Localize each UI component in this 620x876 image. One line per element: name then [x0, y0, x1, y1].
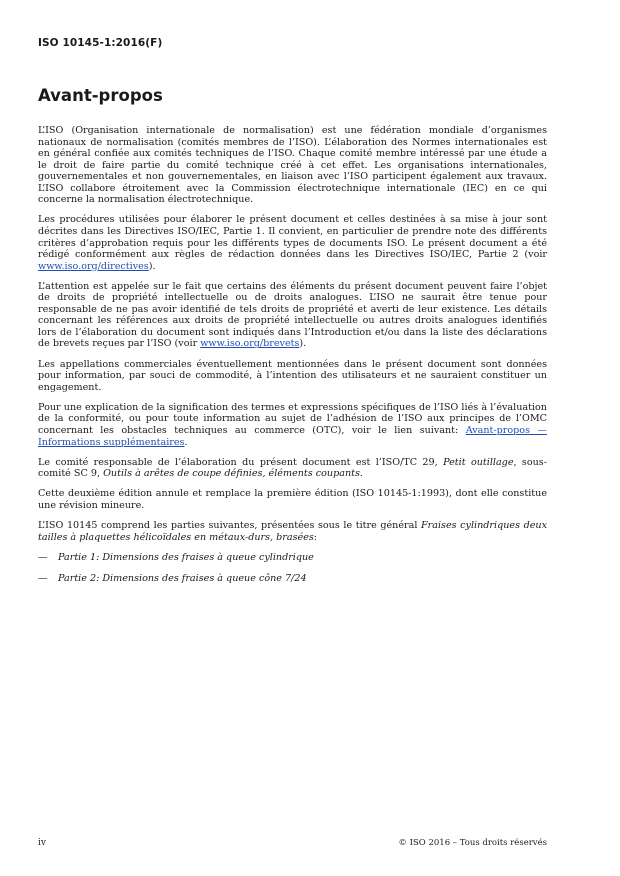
foreword-body	[38, 125, 547, 595]
general-title-italic: Fraises cylindriques deux tailles à plaquettes hélicoïdales en métaux-durs, brasées	[38, 520, 547, 543]
directives-link[interactable]: www.iso.org/directives	[38, 260, 149, 272]
paragraph-edition: Cette deuxième édition annule et remplace la première édition (ISO 10145-1:1993), dont elle constitue une révision mineure.	[38, 488, 547, 511]
patents-link[interactable]: www.iso.org/brevets	[200, 338, 300, 350]
paragraph-text: Le comité responsable de l’élaboration du présent document est l’ISO/TC 29,	[38, 456, 444, 468]
paragraph-end: :	[313, 531, 318, 543]
document-identifier: ISO 10145-1:2016(F)	[38, 37, 163, 49]
committee-title-italic: Petit outillage	[443, 456, 514, 468]
paragraph-parts-intro	[38, 520, 547, 543]
paragraph-text: L’attention est appelée sur le fait que certains des éléments du présent document peuvent faire l’objet de droits de propriété intellectuelle ou de droits analogues. L’ISO ne saurait être tenue pour responsable de ne pas avoir identifié de tels droits de propriété et averti de leur existence. Les détails concernant les références aux droits de propriété intellectuelle ou autres droits analogues identifiés lors de l’élaboration du document sont indiqués dans l’Introduction et/ou dans la liste des déclarations de brevets reçues par l’ISO (voir	[38, 280, 547, 350]
paragraph-iso-organisation: L’ISO (Organisation internationale de normalisation) est une fédération mondiale d’organismes nationaux de normalisation (comités membres de l’ISO). L’élaboration des Normes internationales est en général confiée aux comités techniques de l’ISO. Chaque comité membre intéressé par une étude a le droit de faire partie du comité technique créé à cet effet. Les organisations internationales, gouvernementales et non gouvernementales, en liaison avec l’ISO participent également aux travaux. L’ISO collabore étroitement avec la Commission électrotechnique internationale (IEC) en ce qui concerne la normalisation électrotechnique.	[38, 125, 547, 206]
dash-mark: —	[38, 573, 48, 585]
dash-mark: —	[38, 551, 48, 563]
section-title: Avant-propos	[38, 86, 163, 105]
subcommittee-title-italic: Outils à arêtes de coupe définies, éléments coupants	[103, 468, 360, 480]
paragraph-text: Les procédures utilisées pour élaborer le présent document et celles destinées à sa mise à jour sont décrites dans les Directives ISO/IEC, Partie 1. Il convient, en particulier de prendre note des différents critères d’approbation requis pour les différents types de documents ISO. Le présent document a été rédigé conformément aux règles de rédaction données dans les Directives ISO/IEC, Partie 2 (voir	[38, 214, 547, 261]
list-item	[38, 552, 547, 564]
page-number: iv	[38, 838, 46, 848]
paragraph-text: Pour une explication de la signification des termes et expressions spécifiques de l’ISO liés à l’évaluation de la conformité, ou pour toute information au sujet de l’adhésion de l’ISO aux principes de l’OMC concernant les obstacles techniques au commerce (OTC), voir le lien suivant:	[38, 401, 547, 436]
paragraph-committee	[38, 457, 547, 480]
paragraph-end: .	[184, 436, 188, 448]
paragraph-end: .	[359, 468, 363, 480]
paragraph-procedures	[38, 214, 547, 272]
paragraph-conformity	[38, 402, 547, 448]
foreword-info-link[interactable]: Avant-propos — Informations supplémentaires	[38, 424, 547, 448]
paragraph-end: ).	[148, 260, 156, 272]
copyright-notice: © ISO 2016 – Tous droits réservés	[398, 838, 547, 848]
list-item-text: Partie 2: Dimensions des fraises à queue cône 7/24	[58, 573, 307, 585]
list-item-text: Partie 1: Dimensions des fraises à queue cylindrique	[58, 551, 314, 563]
list-item	[38, 573, 547, 585]
paragraph-patent-rights	[38, 281, 547, 350]
paragraph-text: L’ISO 10145 comprend les parties suivantes, présentées sous le titre général	[38, 520, 422, 532]
paragraph-end: ).	[299, 338, 307, 350]
paragraph-text: , sous-comité SC 9,	[38, 456, 547, 480]
paragraph-trade-names: Les appellations commerciales éventuellement mentionnées dans le présent document sont données pour information, par souci de commodité, à l’intention des utilisateurs et ne sauraient constituer un engagement.	[38, 358, 547, 393]
